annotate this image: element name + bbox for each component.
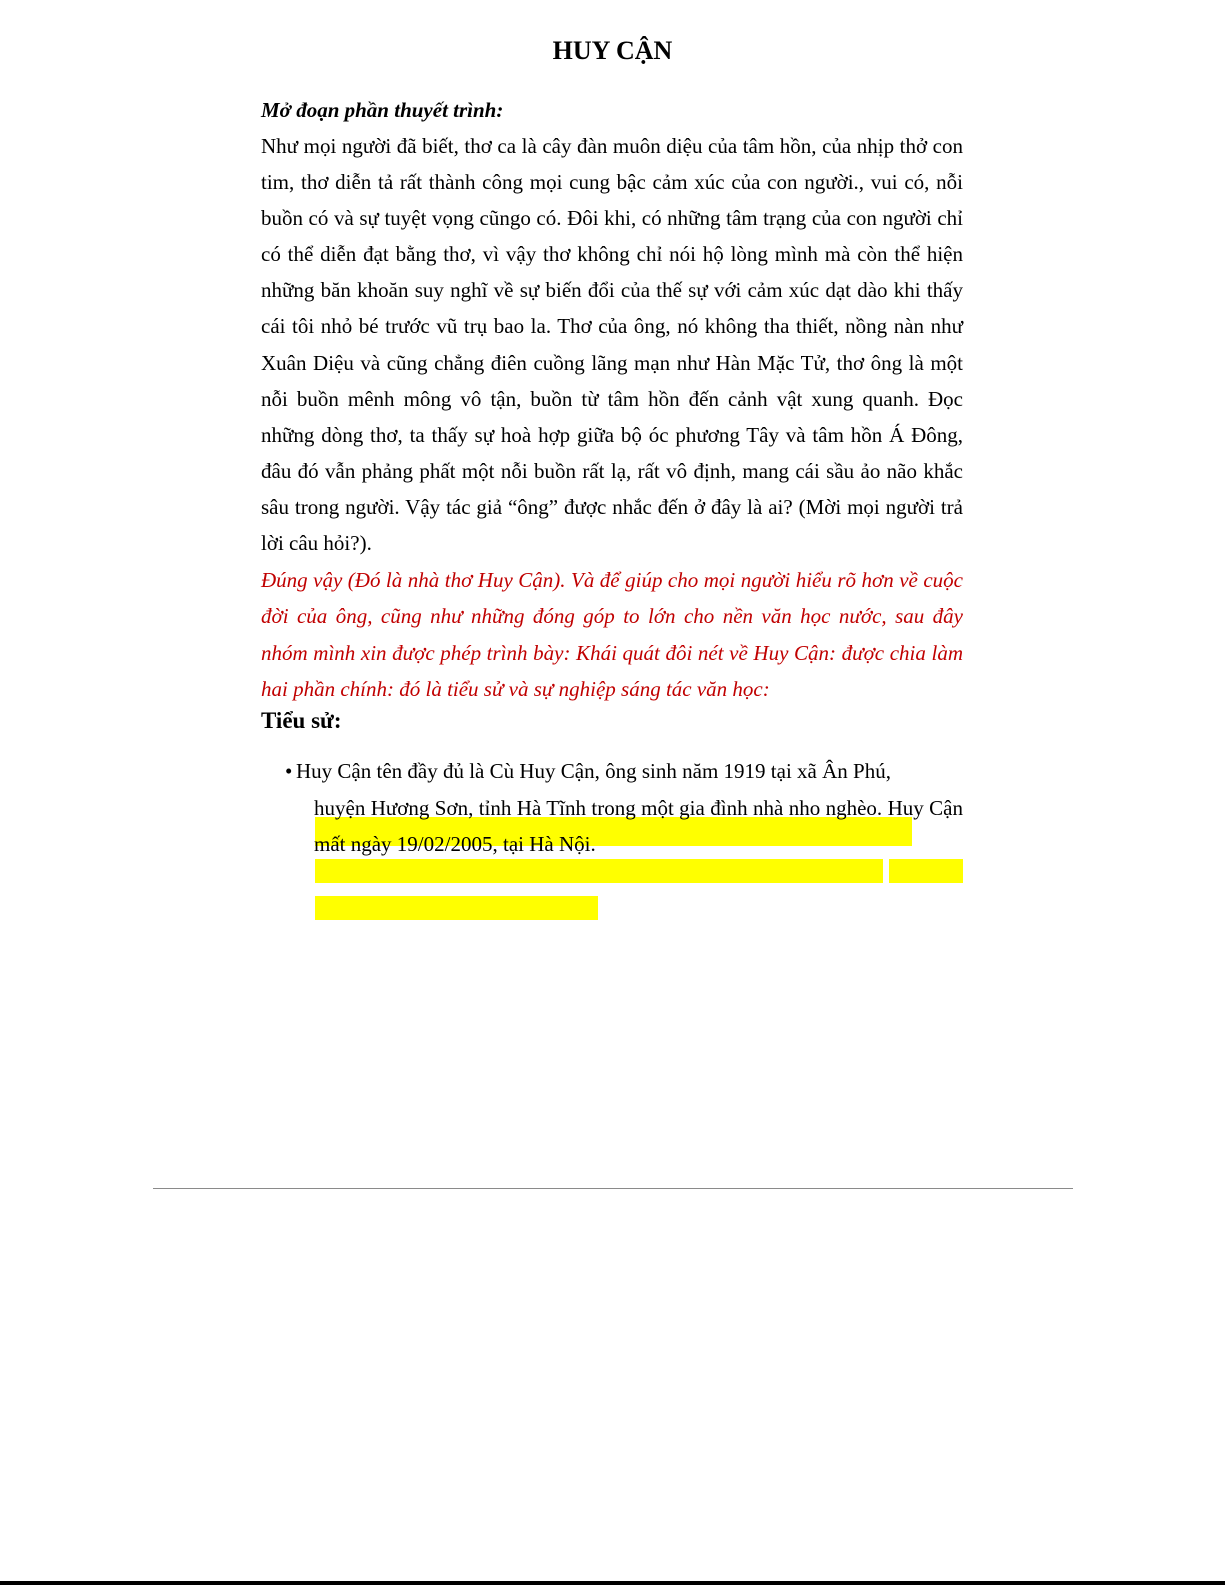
intro-paragraph: Như mọi người đã biết, thơ ca là cây đàn muôn diệu của tâm hồn, của nhịp thở con tim, thơ diễn tả rất thành công mọi cung bậc cảm xúc của con người., vui có, nỗi buồn có và sự tuyệt vọng cũngo có. Đôi khi, có những tâm trạng của con người chỉ có thể diễn đạt bằng thơ, vì vậy thơ không chỉ nói hộ lòng mình mà còn thể hiện những băn khoăn suy nghĩ về sự biến đổi của thế sự với cảm xúc dạt dào khi thấy cái tôi nhỏ bé trước vũ trụ bao la. Thơ của ông, nó không tha thiết, nồng nàn như Xuân Diệu và cũng chẳng điên cuồng lãng mạn như Hàn Mặc Tử, thơ ông là một nỗi buồn mênh mông vô tận, buồn từ tâm hồn đến cảnh vật xung quanh. Đọc những dòng thơ, ta thấy sự hoà hợp giữa bộ óc phương Tây và tâm hồn Á Đông, đâu đó vẫn phảng phất một nỗi buồn rất lạ, rất vô định, mang cái sầu ảo não khắc sâu trong người. Vậy tác giả “ông” được nhắc đến ở đây là ai? (Mời mọi người trả lời câu hỏi?). xyxy=(261,134,963,556)
biography-line: mất ngày 19/02/2005, tại Hà Nội. xyxy=(314,832,596,856)
section-heading-tieu-su: Tiểu sử: xyxy=(261,708,342,733)
bullet-icon: • xyxy=(285,759,293,783)
highlight-bar xyxy=(889,859,963,883)
biography-list-item xyxy=(296,753,963,863)
highlight-bar xyxy=(315,896,598,920)
biography-line: huyện Hương Sơn, tỉnh Hà Tĩnh trong một gia đình nhà nho nghèo. Huy Cận xyxy=(314,795,963,820)
answer-paragraph: Đúng vậy (Đó là nhà thơ Huy Cận). Và để giúp cho mọi người hiểu rõ hơn về cuộc đời của ông, cũng như những đóng góp to lớn cho nền văn học nước, sau đây nhóm mình xin được phép trình bày: Khái quát đôi nét về Huy Cận: được chia làm hai phần chính: đó là tiểu sử và sự nghiệp sáng tác văn học: xyxy=(261,568,963,701)
intro-heading: Mở đoạn phần thuyết trình: xyxy=(261,98,504,122)
highlight-bar xyxy=(315,859,883,883)
document-title: HUY CẬN xyxy=(552,36,673,65)
page-divider xyxy=(153,1188,1073,1189)
bottom-border xyxy=(0,1581,1225,1585)
biography-line: Huy Cận tên đầy đủ là Cù Huy Cận, ông sinh năm 1919 tại xã Ân Phú, xyxy=(296,759,891,783)
